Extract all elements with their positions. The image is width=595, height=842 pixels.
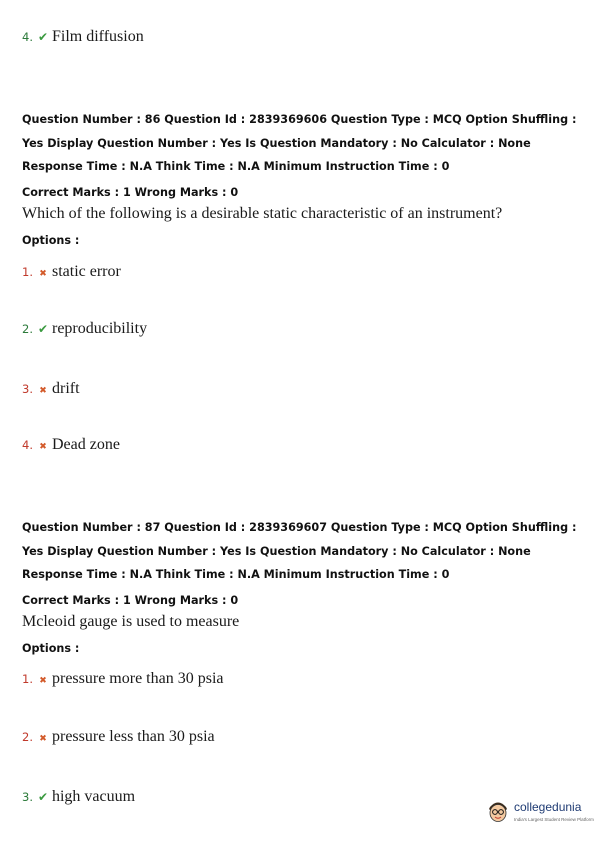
option-row bbox=[22, 320, 147, 338]
check-icon: ✔ bbox=[37, 790, 49, 804]
option-number: 4. bbox=[22, 438, 33, 452]
question-text: Mcleoid gauge is used to measure bbox=[22, 613, 240, 630]
question-meta: Question Number : 87 Question Id : 2839369607 Question Type : MCQ Option Shuffling : Yes Display Question Number : Yes Is Question Mandatory : No Calculator : None Response Time : N.A Think Time : N.A Minimum Instruction Time : 0 bbox=[22, 521, 577, 581]
question-marks: Correct Marks : 1 Wrong Marks : 0 bbox=[22, 594, 239, 607]
option-number: 3. bbox=[22, 382, 33, 396]
cross-icon: ✖ bbox=[39, 734, 47, 744]
cross-icon: ✖ bbox=[39, 442, 47, 452]
cross-icon: ✖ bbox=[39, 676, 47, 686]
option-row bbox=[22, 436, 120, 454]
collegedunia-logo bbox=[487, 796, 594, 832]
option-number: 2. bbox=[22, 322, 33, 336]
option-number: 4. bbox=[22, 30, 33, 44]
option-text: drift bbox=[51, 380, 80, 397]
cross-icon: ✖ bbox=[39, 269, 47, 279]
options-label: Options : bbox=[22, 234, 80, 247]
option-row bbox=[22, 28, 144, 46]
option-row bbox=[22, 788, 135, 806]
option-text: Film diffusion bbox=[51, 28, 144, 45]
logo-tagline: India's Largest Student Review Platform bbox=[514, 817, 594, 822]
option-text: reproducibility bbox=[51, 320, 148, 337]
option-text: pressure less than 30 psia bbox=[51, 728, 215, 745]
option-row bbox=[22, 380, 80, 398]
option-number: 3. bbox=[22, 790, 33, 804]
option-row bbox=[22, 728, 215, 746]
option-number: 2. bbox=[22, 730, 33, 744]
option-text: Dead zone bbox=[51, 436, 120, 453]
option-number: 1. bbox=[22, 265, 33, 279]
question-meta: Question Number : 86 Question Id : 2839369606 Question Type : MCQ Option Shuffling : Yes Display Question Number : Yes Is Question Mandatory : No Calculator : None Response Time : N.A Think Time : N.A Minimum Instruction Time : 0 bbox=[22, 113, 577, 173]
check-icon: ✔ bbox=[37, 30, 49, 44]
cross-icon: ✖ bbox=[39, 386, 47, 396]
option-number: 1. bbox=[22, 672, 33, 686]
option-text: high vacuum bbox=[51, 788, 136, 805]
check-icon: ✔ bbox=[37, 322, 49, 336]
question-marks: Correct Marks : 1 Wrong Marks : 0 bbox=[22, 186, 239, 199]
question-text: Which of the following is a desirable static characteristic of an instrument? bbox=[22, 205, 503, 222]
option-text: pressure more than 30 psia bbox=[51, 670, 224, 687]
option-row bbox=[22, 263, 121, 281]
mascot-icon bbox=[487, 798, 509, 824]
option-text: static error bbox=[51, 263, 121, 280]
logo-name: collegedunia bbox=[514, 800, 582, 814]
options-label: Options : bbox=[22, 642, 80, 655]
option-row bbox=[22, 670, 224, 688]
